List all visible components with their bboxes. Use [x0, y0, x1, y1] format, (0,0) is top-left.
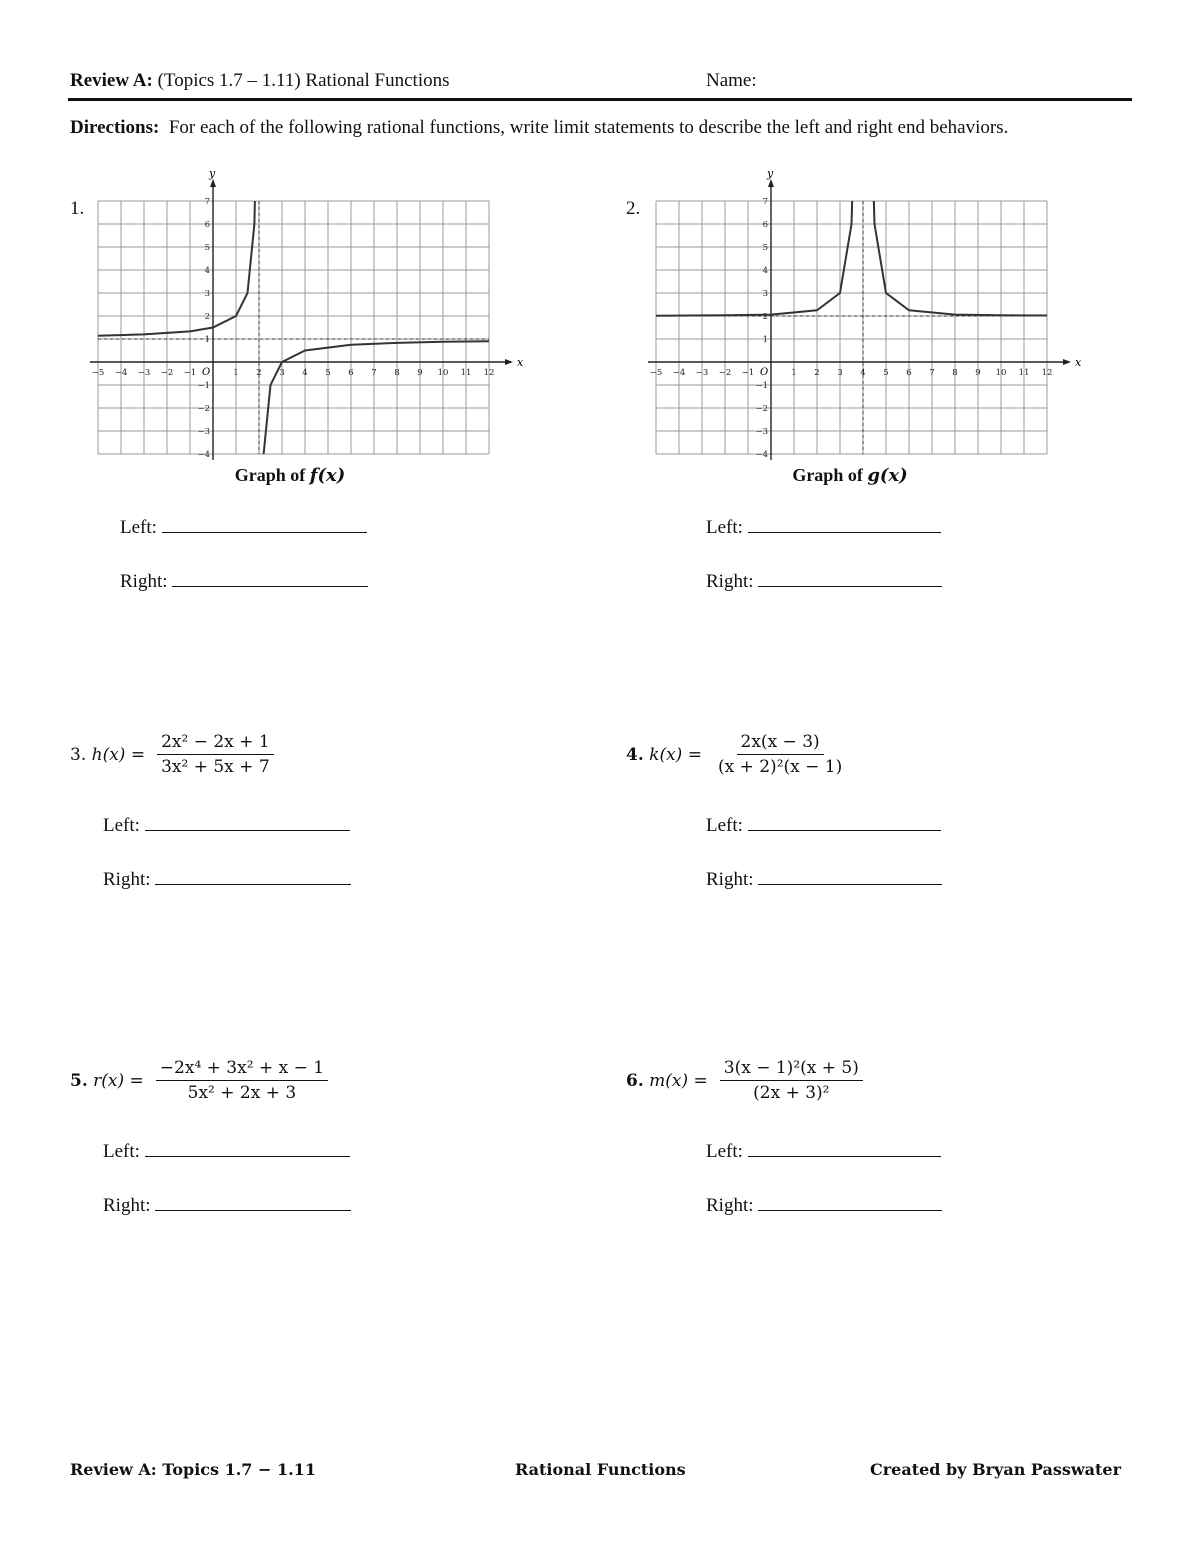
problem-6-left: Left: [706, 1141, 941, 1163]
x-tick-label: 8 [394, 368, 400, 378]
y-tick-label: −3 [197, 427, 210, 437]
answer-blank[interactable] [155, 870, 351, 885]
footer-left: Review A: Topics 1.7 − 1.11 [70, 1460, 316, 1479]
problem-6-right: Right: [706, 1195, 942, 1217]
footer-right: Created by Bryan Passwater [870, 1460, 1122, 1479]
directions-label: Directions: [70, 117, 160, 138]
directions-text: For each of the following rational functions, write limit statements to describe the left and right end behaviors. [168, 117, 1009, 138]
x-tick-label: 5 [325, 368, 331, 378]
x-axis-label: x [517, 356, 524, 369]
x-tick-label: −4 [672, 368, 686, 378]
origin-label: O [202, 367, 211, 378]
y-tick-label: 3 [762, 289, 768, 299]
y-tick-label: 7 [204, 197, 210, 207]
x-tick-label: 9 [975, 368, 981, 378]
problem-5-right: Right: [103, 1195, 351, 1217]
x-tick-label: 3 [279, 368, 285, 378]
answer-blank[interactable] [748, 816, 941, 831]
problem-4-left: Left: [706, 815, 941, 837]
x-tick-label: 12 [483, 368, 495, 378]
x-tick-label: 3 [837, 368, 843, 378]
y-tick-label: 7 [762, 197, 768, 207]
graph-f-caption: Graph of f(x) [234, 465, 346, 486]
answer-blank[interactable] [748, 1142, 941, 1157]
problem-2-left [706, 517, 941, 539]
x-tick-label: −5 [91, 368, 105, 378]
y-tick-label: 3 [204, 289, 210, 299]
problem-5-left: Left: [103, 1141, 350, 1163]
x-tick-label: 11 [1018, 368, 1030, 378]
problem-1-left [120, 517, 367, 539]
y-tick-label: 1 [204, 335, 210, 345]
y-tick-label: −4 [755, 450, 768, 460]
right-label: Right: [706, 571, 754, 592]
x-tick-label: 10 [995, 368, 1007, 378]
y-tick-label: 2 [762, 312, 768, 322]
y-tick-label: 2 [204, 312, 210, 322]
y-tick-label: −2 [197, 404, 210, 414]
x-tick-label: −5 [649, 368, 663, 378]
y-tick-label: 4 [204, 266, 210, 276]
graph-f [80, 165, 540, 465]
x-tick-label: 2 [256, 368, 262, 378]
y-tick-label: −4 [197, 450, 210, 460]
answer-blank[interactable] [155, 1196, 351, 1211]
problem-1-right [120, 571, 368, 593]
x-tick-label: 4 [860, 368, 866, 378]
x-axis-label: x [1075, 356, 1082, 369]
x-tick-label: 11 [460, 368, 472, 378]
answer-blank[interactable] [758, 870, 942, 885]
answer-blank[interactable] [145, 816, 350, 831]
y-tick-label: −2 [755, 404, 768, 414]
series-line-1 [98, 165, 258, 336]
y-tick-label: −1 [197, 381, 210, 391]
graph-g [638, 165, 1098, 465]
footer-center: Rational Functions [515, 1460, 686, 1479]
x-tick-label: −3 [137, 368, 151, 378]
x-tick-label: 4 [302, 368, 308, 378]
series-line-2 [260, 341, 489, 465]
x-tick-label: −2 [718, 368, 732, 378]
answer-blank[interactable] [145, 1142, 350, 1157]
x-tick-label: 6 [348, 368, 354, 378]
origin-label: O [760, 367, 769, 378]
problem-2-number: 2. [626, 198, 641, 219]
problem-3-left: Left: [103, 815, 350, 837]
y-tick-label: −3 [755, 427, 768, 437]
y-axis-arrow [210, 179, 216, 187]
graph-g-caption: Graph of g(x) [792, 465, 908, 486]
left-label: Left: [120, 517, 157, 538]
y-tick-label: 1 [762, 335, 768, 345]
directions [70, 114, 1070, 142]
review-label: Review A: [70, 70, 153, 91]
y-tick-label: 5 [204, 243, 210, 253]
y-tick-label: 6 [204, 220, 210, 230]
answer-blank[interactable] [758, 1196, 942, 1211]
problem-6-function: 6. m(x) = $\frac{\text{3(x − 1)²(x + 5)}}{\text{(2x + 3)²}}$ [626, 1058, 863, 1103]
x-tick-label: −2 [160, 368, 174, 378]
topics-title: (Topics 1.7 – 1.11) Rational Functions [157, 70, 450, 91]
y-tick-label: 4 [762, 266, 768, 276]
x-tick-label: 1 [791, 368, 797, 378]
answer-blank[interactable] [172, 572, 368, 587]
x-tick-label: 12 [1041, 368, 1053, 378]
x-tick-label: 6 [906, 368, 912, 378]
x-tick-label: 5 [883, 368, 889, 378]
y-tick-label: 6 [762, 220, 768, 230]
problem-3-right: Right: [103, 869, 351, 891]
x-tick-label: 10 [437, 368, 449, 378]
x-axis-arrow [505, 359, 513, 365]
y-tick-label: −1 [755, 381, 768, 391]
x-tick-label: −1 [741, 368, 755, 378]
x-tick-label: 7 [929, 368, 935, 378]
x-tick-label: 7 [371, 368, 377, 378]
x-axis-arrow [1063, 359, 1071, 365]
y-axis-arrow [768, 179, 774, 187]
problem-1-number: 1. [70, 198, 85, 219]
x-tick-label: 8 [952, 368, 958, 378]
left-label: Left: [706, 517, 743, 538]
problem-4-function: 4. k(x) = $\frac{2x(x - 3)}{\text{(x + 2)²(x − 1)}}$ [626, 732, 843, 777]
answer-blank[interactable] [162, 518, 367, 533]
x-tick-label: −4 [114, 368, 128, 378]
name-label: Name: [706, 70, 757, 91]
answer-blank[interactable] [748, 518, 941, 533]
y-axis-label: y [209, 167, 216, 180]
problem-4-right: Right: [706, 869, 942, 891]
x-tick-label: −1 [183, 368, 197, 378]
x-tick-label: −3 [695, 368, 709, 378]
x-tick-label: 9 [417, 368, 423, 378]
y-tick-label: 5 [762, 243, 768, 253]
worksheet-header [70, 70, 450, 92]
header-rule [68, 98, 1132, 101]
answer-blank[interactable] [758, 572, 942, 587]
x-tick-label: 1 [233, 368, 239, 378]
x-tick-label: 2 [814, 368, 820, 378]
problem-5-function: 5. r(x) = $\frac{\text{−2x⁴ + 3x² + x − 1}}{\text{5x² + 2x + 3}}$ [70, 1058, 328, 1103]
y-axis-label: y [767, 167, 774, 180]
problem-2-right [706, 571, 942, 593]
problem-3-function: 3. h(x) = $\frac{\text{2x² − 2x + 1}}{\text{3x² + 5x + 7}}$ [70, 732, 274, 777]
right-label: Right: [120, 571, 168, 592]
